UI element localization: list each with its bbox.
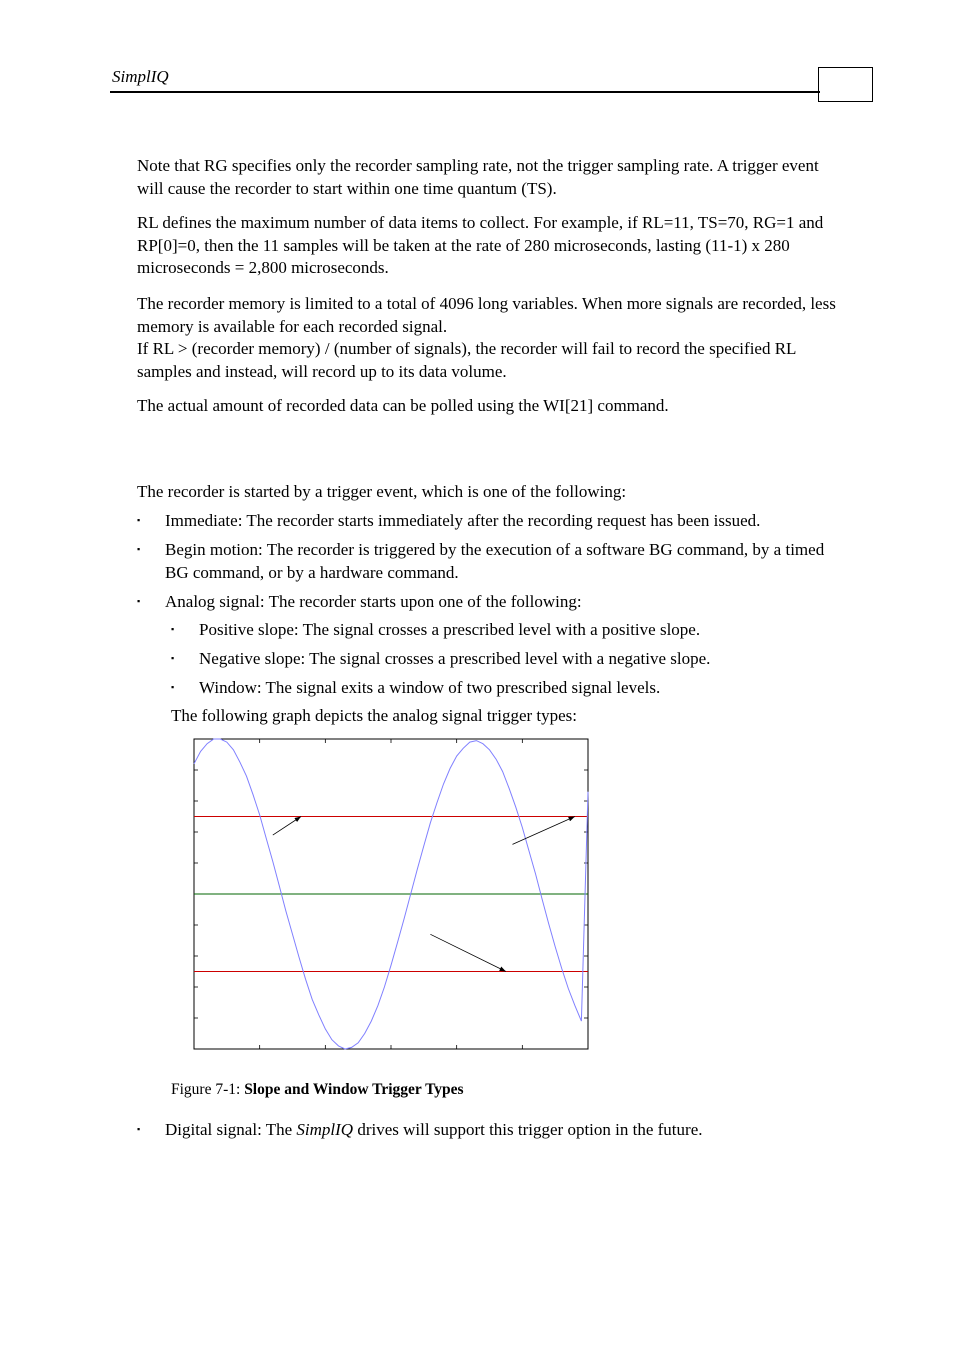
list-item-text: Positive slope: The signal crosses a prescribed level with a positive slope. [199,620,701,639]
trigger-types-chart [193,738,589,1050]
trigger-point-arrow [273,817,301,836]
sub-list-item [171,647,847,670]
paragraph-polling: The actual amount of recorded data can be polled using the WI[21] command. [137,396,669,415]
bullet-icon: ▪ [137,515,141,525]
list-item-text: Begin motion: The recorder is triggered by the execution of a software BG command, by a timed BG command, or by a hardware command. [165,540,825,582]
list-item-text: Negative slope: The signal crosses a prescribed level with a negative slope. [199,649,711,668]
bullet-icon: ▪ [137,1124,141,1134]
page-number-box [818,67,873,102]
list-item-text: Window: The signal exits a window of two prescribed signal levels. [199,678,661,697]
paragraph-rl-limit: If RL > (recorder memory) / (number of signals), the recorder will fail to record the specified RL samples and instead, will record up to its data volume. [137,339,796,381]
paragraph-rg-note: Note that RG specifies only the recorder sampling rate, not the trigger sampling rate. A trigger event will cause the recorder to start within one time quantum (TS). [137,156,819,198]
bullet-icon: ▪ [171,653,175,663]
brand-name: SimplIQ [296,1120,354,1139]
graph-intro: The following graph depicts the analog signal trigger types: [171,706,578,725]
list-item [137,509,847,532]
figure-caption-title: Slope and Window Trigger Types [244,1081,464,1098]
list-item-text: Analog signal: The recorder starts upon one of the following: [165,592,582,611]
list-item [137,538,847,584]
paragraph-rl-definition: RL defines the maximum number of data items to collect. For example, if RL=11, TS=70, RG=1 and RP[0]=0, then the 11 samples will be taken at the rate of 280 microseconds, lasting (11-1) x 280 microseconds = 2,800 microseconds. [137,213,824,277]
list-item-text: Immediate: The recorder starts immediately after the recording request has been issued. [165,511,761,530]
trigger-point-arrow [430,934,506,971]
list-item-text [165,1118,847,1141]
list-item [137,1118,847,1141]
paragraph-recorder-memory: The recorder memory is limited to a total of 4096 long variables. When more signals are recorded, less memory is available for each recorded signal. [137,294,836,336]
bullet-icon: ▪ [171,682,175,692]
sub-list-item [171,676,847,699]
header-rule [110,91,820,93]
sub-list-item [171,618,847,641]
trigger-point-arrow [512,817,574,845]
list-item [137,590,847,613]
digital-signal-text-after: drives will support this trigger option in the future. [353,1120,703,1139]
bullet-icon: ▪ [171,624,175,634]
header-title: SimplIQ [112,67,169,86]
figure-caption [171,1081,464,1099]
digital-signal-text-before: Digital signal: The [165,1120,297,1139]
bullet-icon: ▪ [137,596,141,606]
paragraph-trigger-intro: The recorder is started by a trigger event, which is one of the following: [137,482,627,501]
figure-caption-prefix: Figure 7-1: [171,1081,245,1098]
bullet-icon: ▪ [137,544,141,554]
